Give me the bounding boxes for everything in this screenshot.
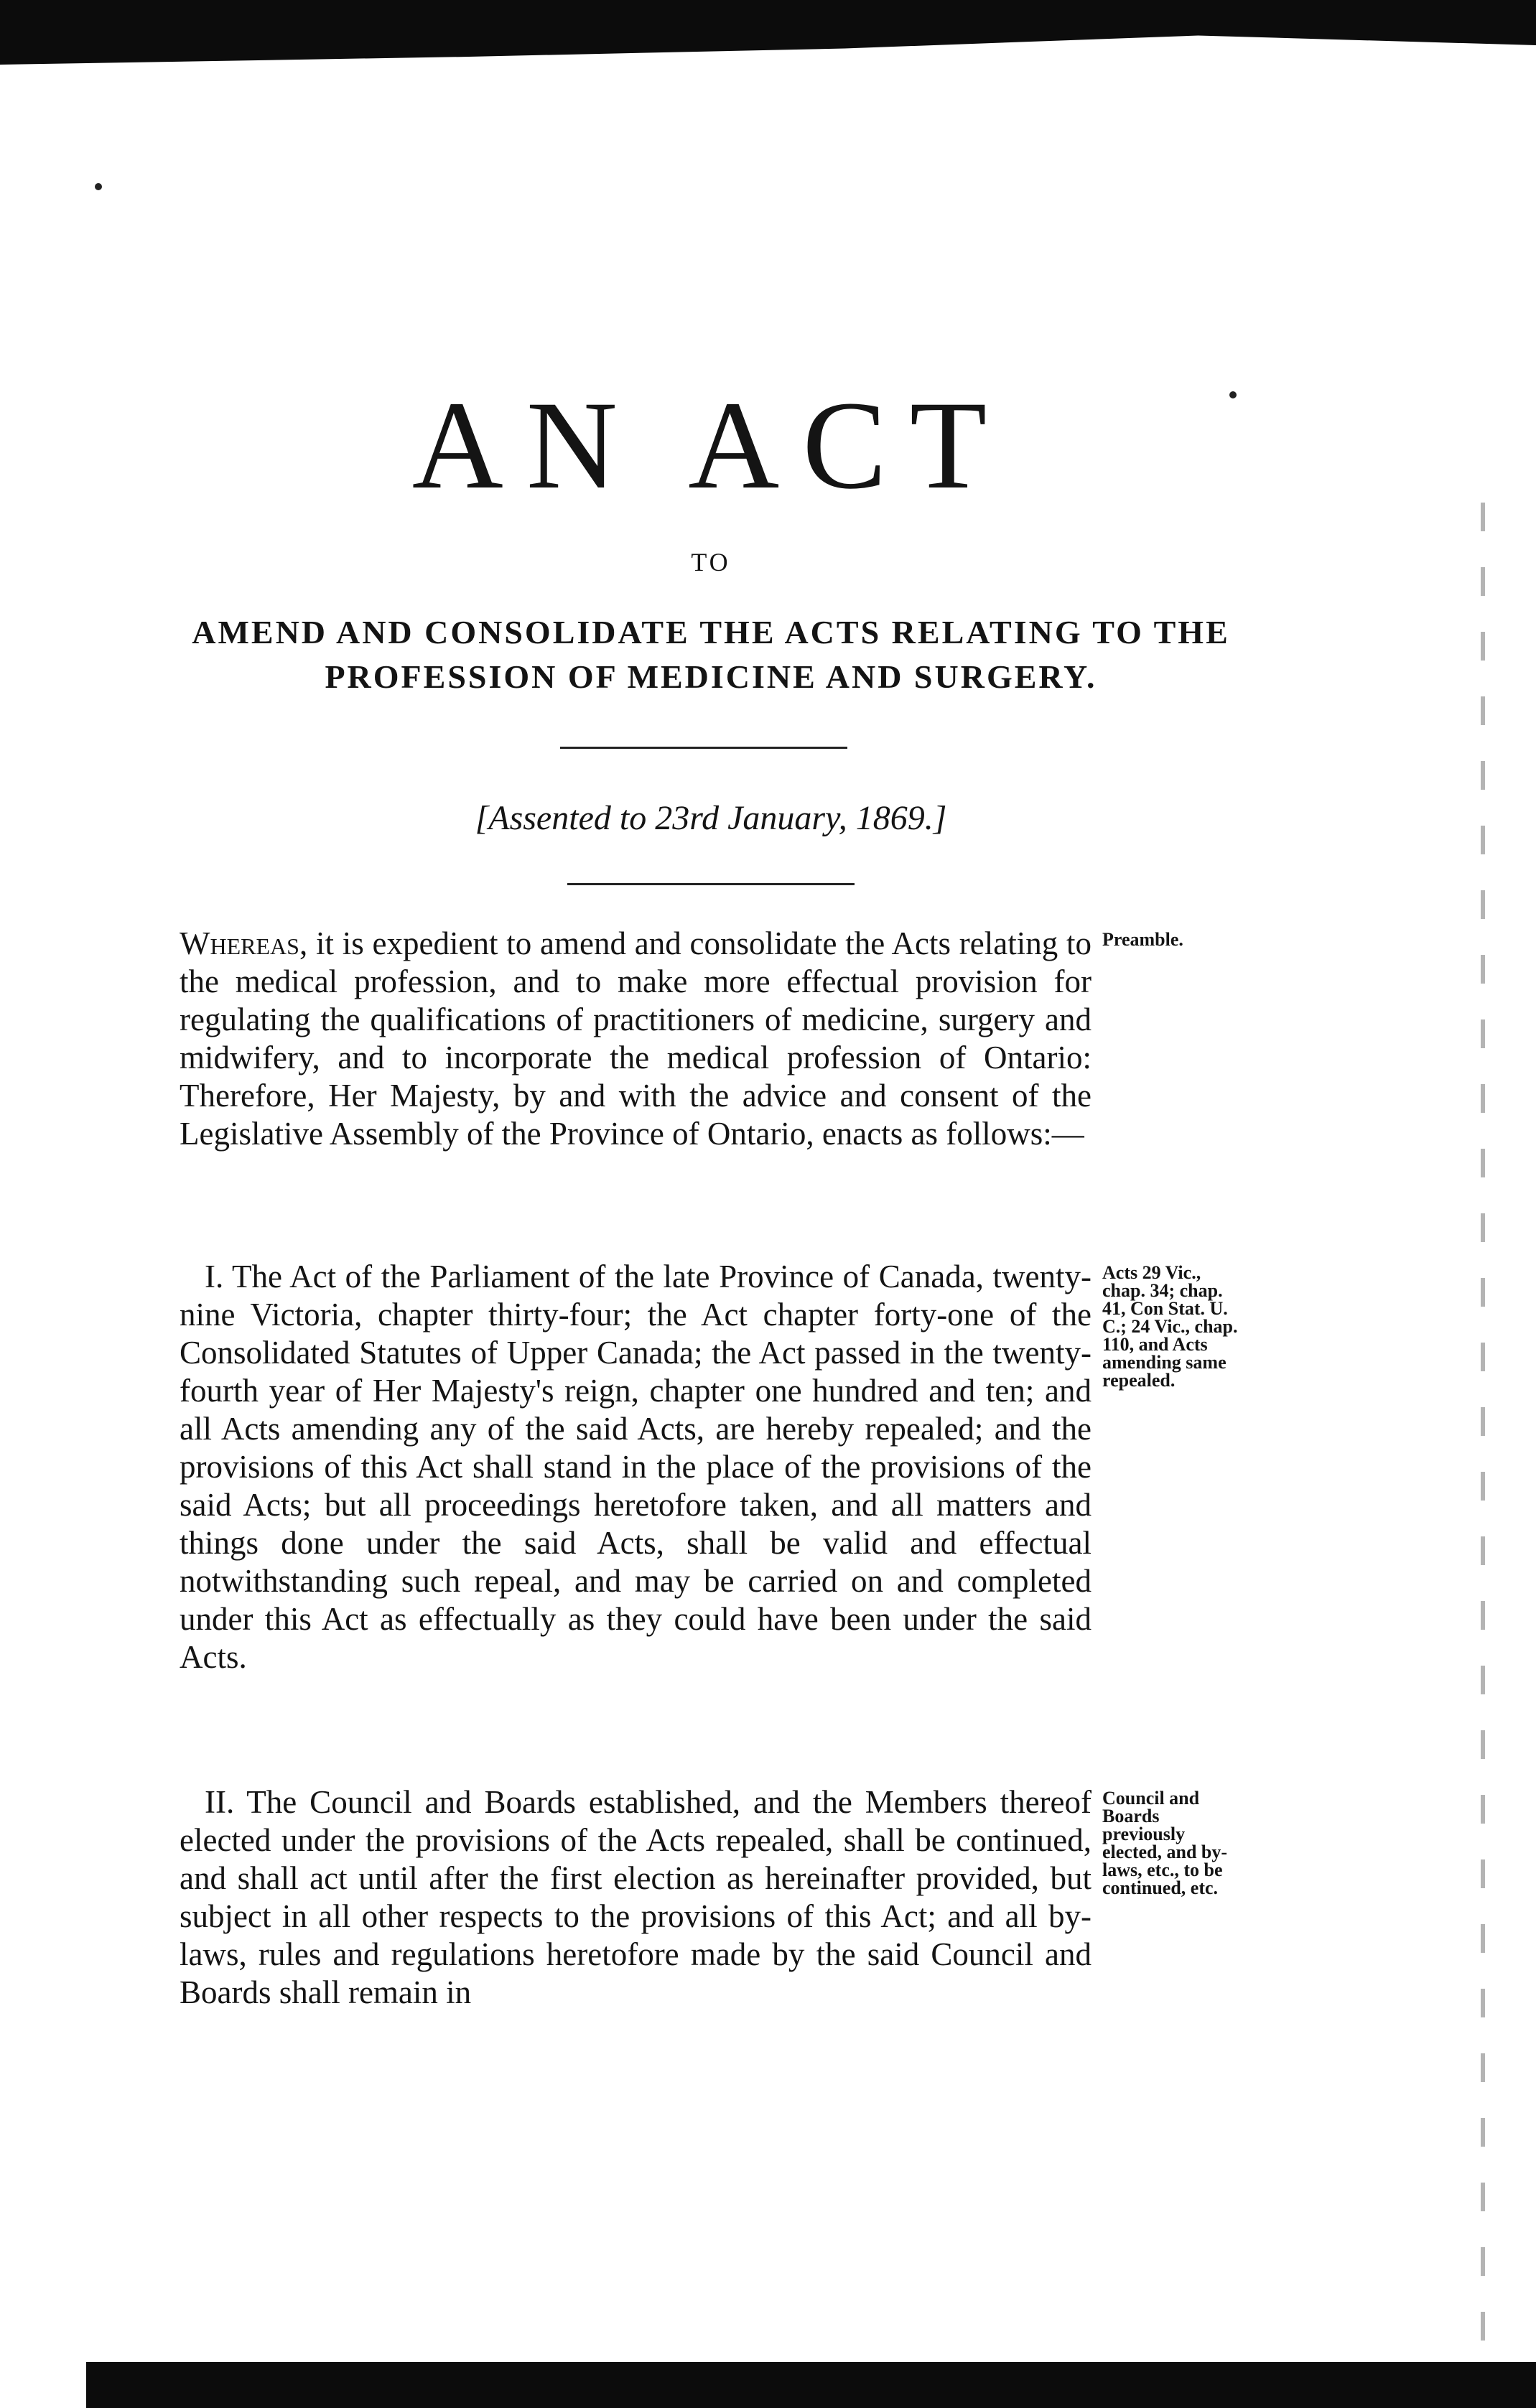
section-2-paragraph: II. The Council and Boards established, and the Members thereof elected under the provisions of the Acts repealed, shall be continued, and shall act until after the first election as hereinafter provided, but subject in all other respects to the provisions of this Act; and all by-laws, rules and regulations heretofore made by the said Council and Boards shall remain in [180, 1784, 1092, 2010]
preamble-paragraph [180, 925, 1092, 1153]
document-subtitle [165, 610, 1257, 699]
divider-rule [560, 747, 847, 749]
subtitle-line-1: AMEND AND CONSOLIDATE THE ACTS RELATING TO THE [192, 614, 1230, 650]
subtitle-line-2: PROFESSION OF MEDICINE AND SURGERY. [325, 658, 1097, 695]
margin-note-preamble: Preamble. [1102, 929, 1183, 950]
assent-date: [Assented to 23rd January, 1869.] [475, 799, 947, 837]
margin-note-section-1: Acts 29 Vic., chap. 34; chap. 41, Con Stat. U. C.; 24 Vic., chap. 110, and Acts amending same repealed. [1102, 1262, 1238, 1391]
preamble-text: , it is expedient to amend and consolidate the Acts relating to the medical profession, and to make more effectual provision for regulating the qualifications of practitioners of medicine, surgery and midwifery, and to incorporate the medical profession of Ontario: Therefore, Her Majesty, by and with the advice and consent of the Legislative Assembly of the Province of Ontario, enacts as follows:— [180, 925, 1092, 1152]
scan-edge-right [1481, 503, 1485, 2362]
scan-border-bottom [86, 2362, 1536, 2408]
title-connector: TO [691, 548, 731, 577]
section-1-paragraph: I. The Act of the Parliament of the late Province of Canada, twenty-nine Victoria, chapter thirty-four; the Act chapter forty-one of the Consolidated Statutes of Upper Canada; the Act passed in the twenty-fourth year of Her Majesty's reign, chapter one hundred and ten; and all Acts amending any of the said Acts, are hereby repealed; and the provisions of this Act shall stand in the place of the provisions of the said Acts; but all proceedings heretofore taken, and all matters and things done under the said Acts, shall be valid and effectual notwithstanding such repeal, and may be carried on and completed under this Act as effectually as they could have been under the said Acts. [180, 1259, 1092, 1675]
document-title: AN ACT [411, 375, 1010, 515]
preamble-first-word: Whereas [180, 925, 299, 961]
speck [95, 183, 102, 190]
divider-rule [567, 883, 855, 885]
scan-border-top [0, 0, 1536, 65]
margin-note-section-2: Council and Boards previously elected, and by-laws, etc., to be continued, etc. [1102, 1788, 1228, 1898]
